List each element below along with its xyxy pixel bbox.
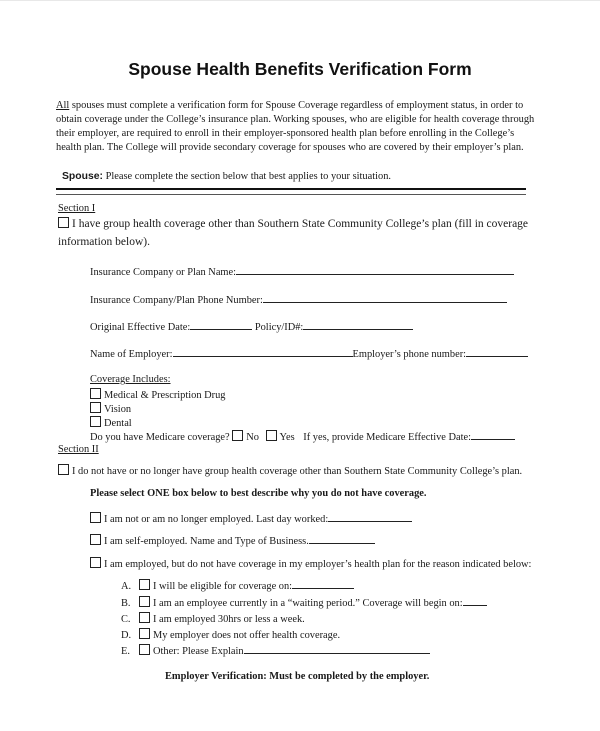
intro-all: All bbox=[56, 100, 70, 111]
reason-d-row bbox=[121, 628, 340, 641]
reason-c-checkbox[interactable] bbox=[139, 612, 150, 623]
section-2-checkbox[interactable] bbox=[58, 464, 69, 475]
reason-e-row bbox=[121, 644, 430, 657]
reason-d-checkbox[interactable] bbox=[139, 628, 150, 639]
medicare-row bbox=[90, 430, 515, 443]
insurance-phone-field[interactable] bbox=[263, 293, 507, 303]
insurance-phone-label: Insurance Company/Plan Phone Number: bbox=[90, 295, 263, 306]
section-1-option bbox=[58, 217, 528, 230]
reason-b-field[interactable] bbox=[463, 596, 487, 606]
reason-a-row bbox=[121, 579, 354, 592]
section-2-heading: Section II bbox=[58, 444, 99, 455]
not-employed-row bbox=[90, 512, 412, 525]
medicare-no-checkbox[interactable] bbox=[232, 430, 243, 441]
reason-b-letter: B. bbox=[121, 598, 131, 609]
last-day-worked-field[interactable] bbox=[328, 512, 412, 522]
spouse-instruction: Please complete the section below that best applies to your situation. bbox=[105, 171, 391, 182]
reason-c-label: I am employed 30hrs or less a week. bbox=[153, 614, 305, 625]
intro-paragraph bbox=[56, 99, 546, 155]
employer-phone-label: Employer’s phone number: bbox=[352, 349, 467, 360]
reason-e-field[interactable] bbox=[244, 644, 430, 654]
reason-e-letter: E. bbox=[121, 646, 130, 657]
employed-no-coverage-label: I am employed, but do not have coverage in my employer’s health plan for the reason indicated below: bbox=[104, 559, 532, 570]
reason-b-checkbox[interactable] bbox=[139, 596, 150, 607]
business-name-field[interactable] bbox=[309, 534, 375, 544]
reason-a-letter: A. bbox=[121, 581, 132, 592]
medicare-date-label: If yes, provide Medicare Effective Date: bbox=[303, 432, 471, 443]
employed-no-coverage-row bbox=[90, 557, 531, 570]
coverage-medical-row bbox=[90, 388, 226, 401]
employer-verification-heading: Employer Verification: Must be completed by the employer. bbox=[165, 671, 430, 682]
insurance-company-row bbox=[90, 265, 514, 278]
spouse-label: Spouse: bbox=[62, 171, 103, 182]
self-employed-row bbox=[90, 534, 375, 547]
coverage-heading: Coverage Includes: bbox=[90, 374, 171, 385]
insurance-phone-row bbox=[90, 293, 507, 306]
reason-e-checkbox[interactable] bbox=[139, 644, 150, 655]
insurance-company-field[interactable] bbox=[236, 265, 514, 275]
not-employed-checkbox[interactable] bbox=[90, 512, 101, 523]
policy-id-label: Policy/ID#: bbox=[254, 322, 304, 333]
intro-line-1 bbox=[56, 99, 546, 113]
employer-label: Name of Employer: bbox=[90, 349, 173, 360]
intro-line-3: their employer, are required to enroll in their employer-sponsored health plan before enrolling in the College’s bbox=[56, 128, 515, 139]
divider-thick bbox=[56, 188, 526, 190]
coverage-dental-row bbox=[90, 416, 132, 429]
section-1-checkbox[interactable] bbox=[58, 217, 69, 228]
coverage-dental-checkbox[interactable] bbox=[90, 416, 101, 427]
insurance-company-label: Insurance Company or Plan Name: bbox=[90, 267, 237, 278]
reason-d-letter: D. bbox=[121, 630, 132, 641]
medicare-question: Do you have Medicare coverage? bbox=[90, 432, 230, 443]
employer-row bbox=[90, 347, 528, 360]
reason-b-label: I am an employee currently in a “waiting period.” Coverage will begin on: bbox=[153, 598, 463, 609]
medicare-yes-label: Yes bbox=[279, 432, 295, 443]
reason-c-letter: C. bbox=[121, 614, 131, 625]
employer-field[interactable] bbox=[173, 347, 353, 357]
reason-a-checkbox[interactable] bbox=[139, 579, 150, 590]
self-employed-checkbox[interactable] bbox=[90, 534, 101, 545]
section-1-option-line-2: information below). bbox=[58, 236, 150, 248]
employed-no-coverage-checkbox[interactable] bbox=[90, 557, 101, 568]
medicare-yes-checkbox[interactable] bbox=[266, 430, 277, 441]
not-employed-label: I am not or am no longer employed. Last day worked: bbox=[104, 514, 329, 525]
reason-d-label: My employer does not offer health coverage. bbox=[153, 630, 341, 641]
medicare-no-label: No bbox=[246, 432, 259, 443]
policy-id-field[interactable] bbox=[303, 320, 413, 330]
coverage-vision-row bbox=[90, 402, 131, 415]
effective-date-row bbox=[90, 320, 413, 333]
reason-a-label: I will be eligible for coverage on: bbox=[153, 581, 293, 592]
self-employed-label: I am self-employed. Name and Type of Business. bbox=[104, 536, 309, 547]
intro-line-2: obtain coverage under the College’s insurance plan. Working spouses, who are eligible for health coverage through bbox=[56, 114, 535, 125]
intro-line-1-text: spouses must complete a verification form for Spouse Coverage regardless of employment status, in order to bbox=[69, 100, 524, 111]
coverage-dental-label: Dental bbox=[104, 418, 132, 429]
section-2-option-text: I do not have or no longer have group health coverage other than Southern State Community College’s plan. bbox=[72, 466, 523, 477]
intro-line-4: health plan. The College will provide secondary coverage for spouses who are covered by their employer’s plan. bbox=[56, 142, 524, 153]
effective-date-label: Original Effective Date: bbox=[90, 322, 191, 333]
section-2-option bbox=[58, 464, 522, 477]
reason-e-label: Other: Please Explain bbox=[153, 646, 244, 657]
divider-thin bbox=[56, 194, 526, 195]
coverage-medical-label: Medical & Prescription Drug bbox=[104, 390, 226, 401]
coverage-vision-label: Vision bbox=[104, 404, 132, 415]
form-title: Spouse Health Benefits Verification Form bbox=[128, 59, 472, 79]
reason-c-row bbox=[121, 612, 305, 625]
reason-a-field[interactable] bbox=[292, 579, 354, 589]
reason-b-row bbox=[121, 596, 487, 609]
section-1-heading: Section I bbox=[58, 203, 96, 214]
section-1-option-line-1: I have group health coverage other than Southern State Community College’s plan (fill in coverage bbox=[72, 218, 529, 230]
section-2-select-instruction: Please select ONE box below to best describe why you do not have coverage. bbox=[90, 488, 427, 499]
employer-phone-field[interactable] bbox=[466, 347, 528, 357]
coverage-vision-checkbox[interactable] bbox=[90, 402, 101, 413]
effective-date-field[interactable] bbox=[190, 320, 252, 330]
medicare-date-field[interactable] bbox=[471, 430, 515, 440]
coverage-medical-checkbox[interactable] bbox=[90, 388, 101, 399]
spouse-instruction-row bbox=[62, 171, 391, 182]
